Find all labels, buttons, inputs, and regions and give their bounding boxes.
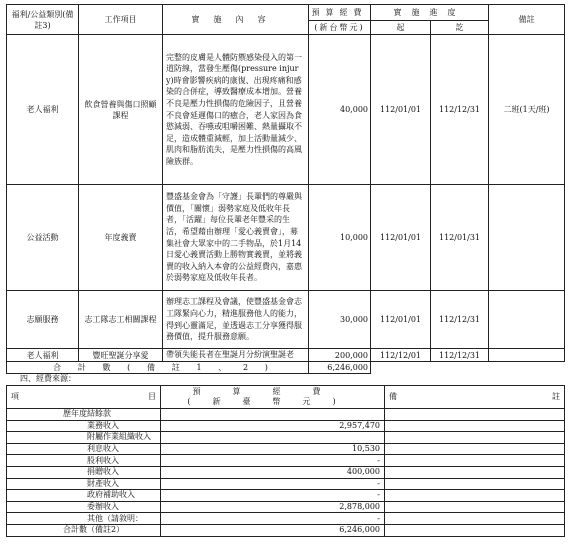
header-note (385, 386, 565, 409)
funding-note (385, 478, 565, 490)
table-row (7, 490, 565, 502)
header-budget-label: 預算經費 (192, 387, 353, 396)
row-note (489, 291, 565, 349)
total-value: 6,246,000 (309, 362, 371, 374)
table-row (7, 513, 565, 525)
row-end: 112/12/31 (431, 35, 489, 185)
header-start: 起 (371, 21, 431, 35)
header-budget-unit: (新台幣元) (309, 21, 371, 35)
row-note (489, 349, 565, 362)
funding-value: 2,878,000 (161, 501, 385, 513)
row-item: 年度義賣 (79, 185, 163, 291)
row-item: 志工隊志工相關課程 (79, 291, 163, 349)
funding-note (385, 490, 565, 502)
program-table (6, 4, 565, 374)
row-end: 112/12/31 (431, 349, 489, 362)
table-row (7, 478, 565, 490)
funding-value: 400,000 (161, 466, 385, 478)
funding-value: - (161, 490, 385, 502)
row-content: 完整的皮膚是人體防禦感染侵入的第一道防線，當發生壓傷(pressure injury)時會影響疾病的康復、出現疼痛和感染的合併症，導致醫療成本增加。營養不良是壓力性損傷的危險因子，且營養不良會延遲傷口的癒合，老人家因為食慾減弱、吞嚥或咀嚼困難、熱量攝取不足，造成體重減輕，加上活動量減少、肌肉和脂肪流失，是壓力性損傷的高風險族群。 (163, 35, 309, 185)
funding-note (385, 455, 565, 467)
funding-label: 業務收入 (7, 420, 161, 432)
table-row (7, 466, 565, 478)
row-category: 老人福利 (7, 35, 79, 185)
funding-value: 10,530 (161, 443, 385, 455)
funding-note (385, 409, 565, 421)
funding-table (6, 385, 565, 537)
row-end: 112/12/31 (431, 291, 489, 349)
funding-label: 利息收入 (7, 443, 161, 455)
header-progress: 實施進度 (371, 5, 489, 21)
funding-label: 政府補助收入 (7, 490, 161, 502)
header-end: 訖 (431, 21, 489, 35)
total-char: ( (127, 363, 131, 372)
table-row (7, 291, 565, 349)
table-row (7, 349, 565, 362)
table-row (7, 443, 565, 455)
table-row (7, 35, 565, 185)
funding-label: 委辦收入 (7, 501, 161, 513)
table-row (7, 432, 565, 444)
funding-value: - (161, 513, 385, 525)
row-budget: 30,000 (309, 291, 371, 349)
blank-cell (489, 362, 565, 374)
header-budget (161, 386, 385, 409)
row-end: 112/01/31 (431, 185, 489, 291)
funding-note (385, 524, 565, 536)
header-category: 福利/公益類別(備註3) (7, 5, 79, 35)
table-row (7, 185, 565, 291)
row-start: 112/12/01 (371, 349, 431, 362)
total-label (7, 362, 309, 374)
funding-value: - (161, 478, 385, 490)
funding-value: 2,957,470 (161, 420, 385, 432)
total-row (7, 362, 565, 374)
header-note: 備註 (489, 5, 565, 35)
blank-cell (431, 362, 489, 374)
funding-label: 附屬作業組織收入 (7, 432, 161, 444)
total-char: ) (264, 363, 268, 372)
funding-value (161, 409, 385, 421)
funding-total-value: 6,246,000 (161, 524, 385, 536)
row-item: 飲食營養與傷口照顧課程 (79, 35, 163, 185)
table-row (7, 501, 565, 513)
header-budget-unit: (新臺幣元) (187, 397, 358, 406)
header-item (7, 386, 161, 409)
row-content: 豐盛基金會為「守護」長輩們的尊嚴與價值，「關懷」弱勢家庭及低收年長者，「活躍」每位長輩老年豐采的生活，希望藉由辦理「愛心義賣會」，募集社會大眾家中的二手物品，於1月14日愛心義賣活動上勝物實義賣，並將義賣的收入納入本會的公益經費內，嘉惠於弱勢家庭及低收年長者。 (163, 185, 309, 291)
header-content: 實施內容 (163, 5, 309, 35)
header-budget: 預算經費 (309, 5, 371, 21)
funding-value: - (161, 455, 385, 467)
header-item-label: 項 (11, 392, 19, 401)
row-start: 112/01/01 (371, 35, 431, 185)
total-char: 數 (102, 363, 111, 372)
row-content: 帶領失能長者在聖誕月分紛演聖誕老 (163, 349, 309, 362)
total-char: 備 (147, 363, 155, 372)
row-budget: 10,000 (309, 185, 371, 291)
header-note-label: 備 (389, 392, 397, 401)
funding-note (385, 443, 565, 455)
total-char: 合 (53, 363, 61, 372)
row-category: 志願服務 (7, 291, 79, 349)
funding-label: 歷年度結餘款 (7, 409, 161, 421)
total-char: 2 (242, 363, 249, 372)
funding-note (385, 501, 565, 513)
row-start: 112/01/01 (371, 185, 431, 291)
header-item-label2: 目 (148, 392, 156, 401)
total-char: 1 (196, 363, 202, 372)
total-char: 註 (171, 363, 180, 372)
row-content: 辦理志工課程及會議，使豐盛基金會志工隊緊向心力，精進服務他人的能力，得到心靈滿足，並透過志工分享獲得服務價值，提升服務意願。 (163, 291, 309, 349)
funding-note (385, 420, 565, 432)
funding-value (161, 432, 385, 444)
funding-label: 捐贈收入 (7, 466, 161, 478)
funding-label: 財產收入 (7, 478, 161, 490)
funding-note (385, 432, 565, 444)
funding-label: 股利收入 (7, 455, 161, 467)
funding-note (385, 513, 565, 525)
total-char: 、 (218, 363, 227, 372)
blank-cell (371, 362, 431, 374)
row-note (489, 185, 565, 291)
funding-total-label: 合計數（備註2） (7, 524, 161, 536)
funding-header (7, 386, 565, 409)
total-char: 計 (77, 363, 86, 372)
row-category: 公益活動 (7, 185, 79, 291)
header-note-label2: 註 (552, 392, 560, 401)
total-row (7, 524, 565, 536)
total-label-chars (53, 362, 268, 373)
table-row (7, 409, 565, 421)
row-budget: 200,000 (309, 349, 371, 362)
table-row (7, 420, 565, 432)
row-item: 豐旺聖誕分享愛 (79, 349, 163, 362)
header-item: 工作項目 (79, 5, 163, 35)
row-start: 112/01/01 (371, 291, 431, 349)
row-category: 老人福利 (7, 349, 79, 362)
row-budget: 40,000 (309, 35, 371, 185)
section-title: 四、經費來源： (20, 374, 76, 383)
funding-note (385, 466, 565, 478)
row-note: 二班(1天/班) (489, 35, 565, 185)
funding-label: 其他（請敘明： (7, 513, 161, 525)
table-row (7, 455, 565, 467)
